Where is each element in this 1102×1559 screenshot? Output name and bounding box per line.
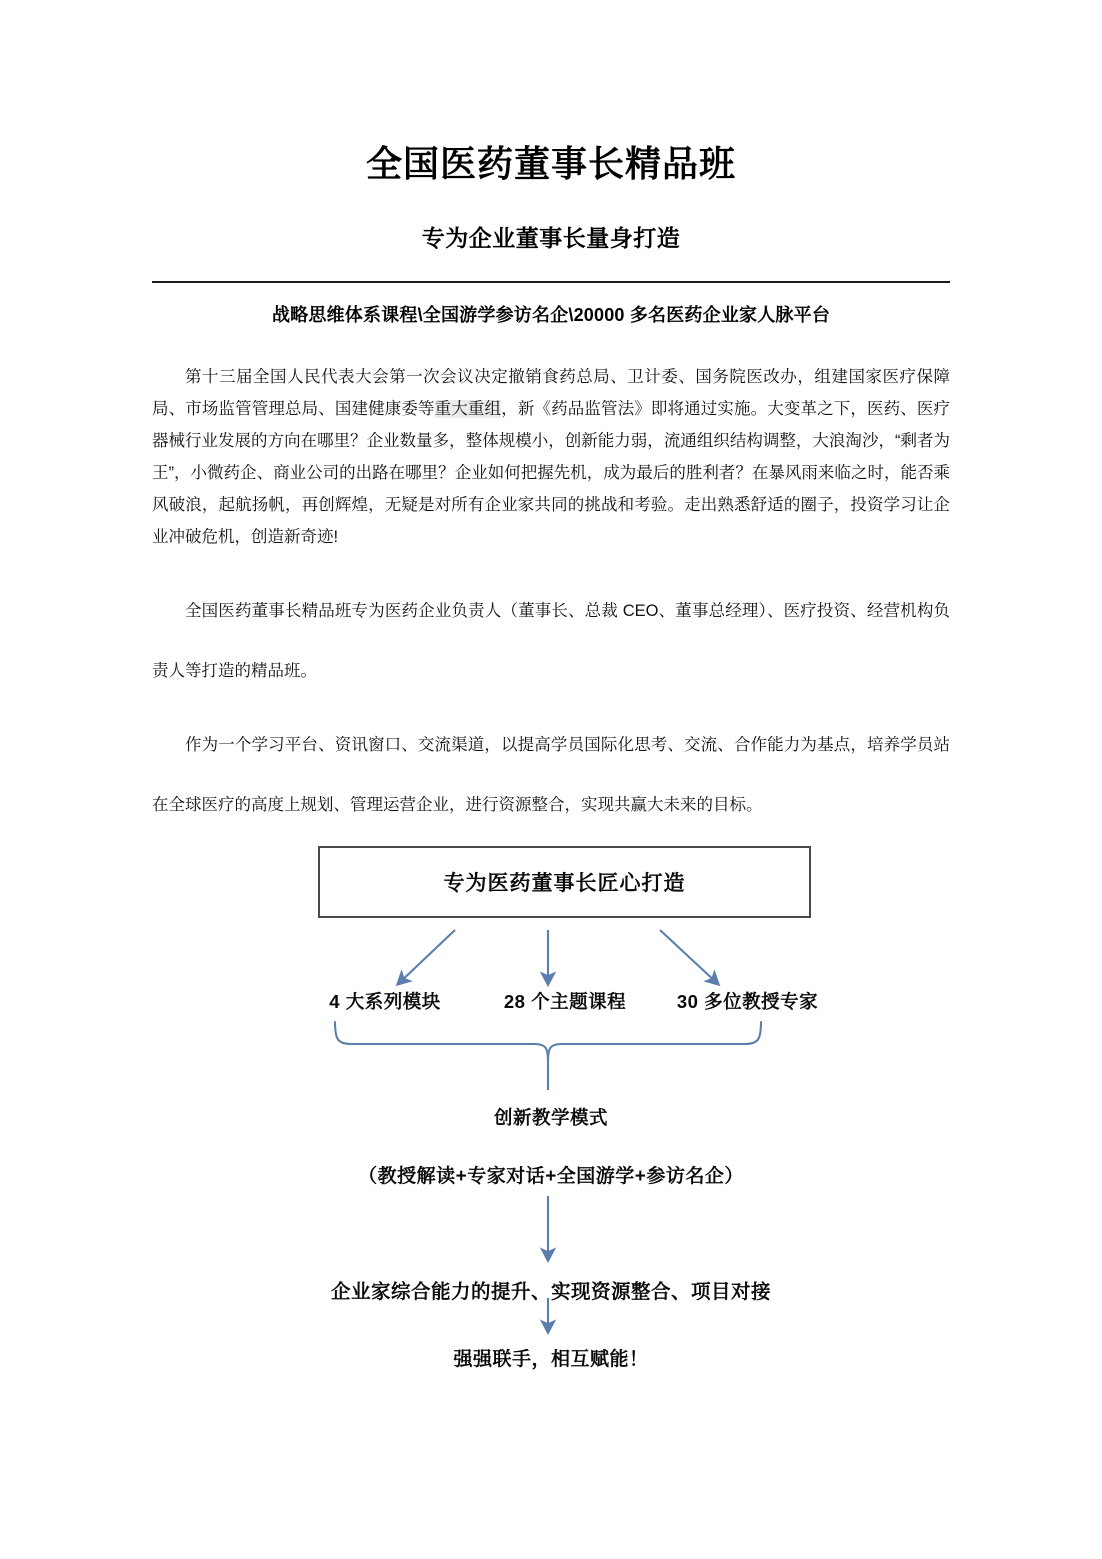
- body-paragraph-2: 全国医药董事长精品班专为医药企业负责人（董事长、总裁 CEO、董事总经理）、医疗投资、经营机构负责人等打造的精品班。: [152, 602, 950, 681]
- diagram-root-box: [318, 846, 811, 918]
- paragraph-1-text-after: ，新《药品监管法》即将通过实施。大变革之下，医药、医疗器械行业发展的方向在哪里？企业数量多，整体规模小，创新能力弱，流通组织结构调整，大浪淘沙，“剩者为王”，小微药企、商业公司的出路在哪里？企业如何把握先机，成为最后的胜利者？在暴风雨来临之时，能否乘风破浪，起航扬帆，再创辉煌，无疑是对所有企业家共同的挑战和考验。走出熟悉舒适的圈子，投资学习让企业冲破危机，创造新奇迹!: [152, 400, 951, 547]
- document-content: [152, 0, 950, 835]
- diagram-node-modules: 4 大系列模块: [329, 991, 441, 1012]
- arrow-root-to-experts: [660, 930, 718, 984]
- diagram-node-experts: 30 多位教授专家: [676, 991, 819, 1012]
- body-paragraph-3: 作为一个学习平台、资讯窗口、交流渠道，以提高学员国际化思考、交流、合作能力为基点，培养学员站在全球医疗的高度上规划、管理运营企业，进行资源整合，实现共赢大未来的目标。: [152, 736, 950, 815]
- diagram-root-label: 专为医药董事长匠心打造: [443, 872, 686, 895]
- diagram-node-teaching-model-detail: （教授解读+专家对话+全国游学+参访名企）: [358, 1166, 744, 1187]
- paragraph-1-highlight: 重大重组: [434, 400, 502, 419]
- diagram-node-outcome: 企业家综合能力的提升、实现资源整合、项目对接: [330, 1281, 771, 1303]
- diagram-node-synergy: 强强联手，相互赋能！: [453, 1349, 649, 1370]
- arrow-root-to-modules: [398, 930, 455, 984]
- paragraph-1-text-before: 第十三届全国人民代表大会第一次会议决定撤销食药总局、卫计委、国务院医改办，组建国家医疗保障局、市场监管管理总局、国建健康委等: [152, 368, 950, 419]
- brace-tier2-merge: [335, 1022, 761, 1062]
- body-paragraph-1: [152, 327, 950, 553]
- diagram-node-topics: 28 个主题课程: [503, 991, 627, 1012]
- page-tagline: 战略思维体系课程\全国游学参访名企\20000 多名医药企业家人脉平台: [271, 305, 831, 326]
- diagram-node-teaching-model: 创新教学模式: [493, 1107, 608, 1128]
- page-subtitle: 专为企业董事长量身打造: [421, 225, 681, 252]
- page-title: 全国医药董事长精品班: [365, 143, 736, 184]
- course-flow-diagram: [0, 836, 1102, 1396]
